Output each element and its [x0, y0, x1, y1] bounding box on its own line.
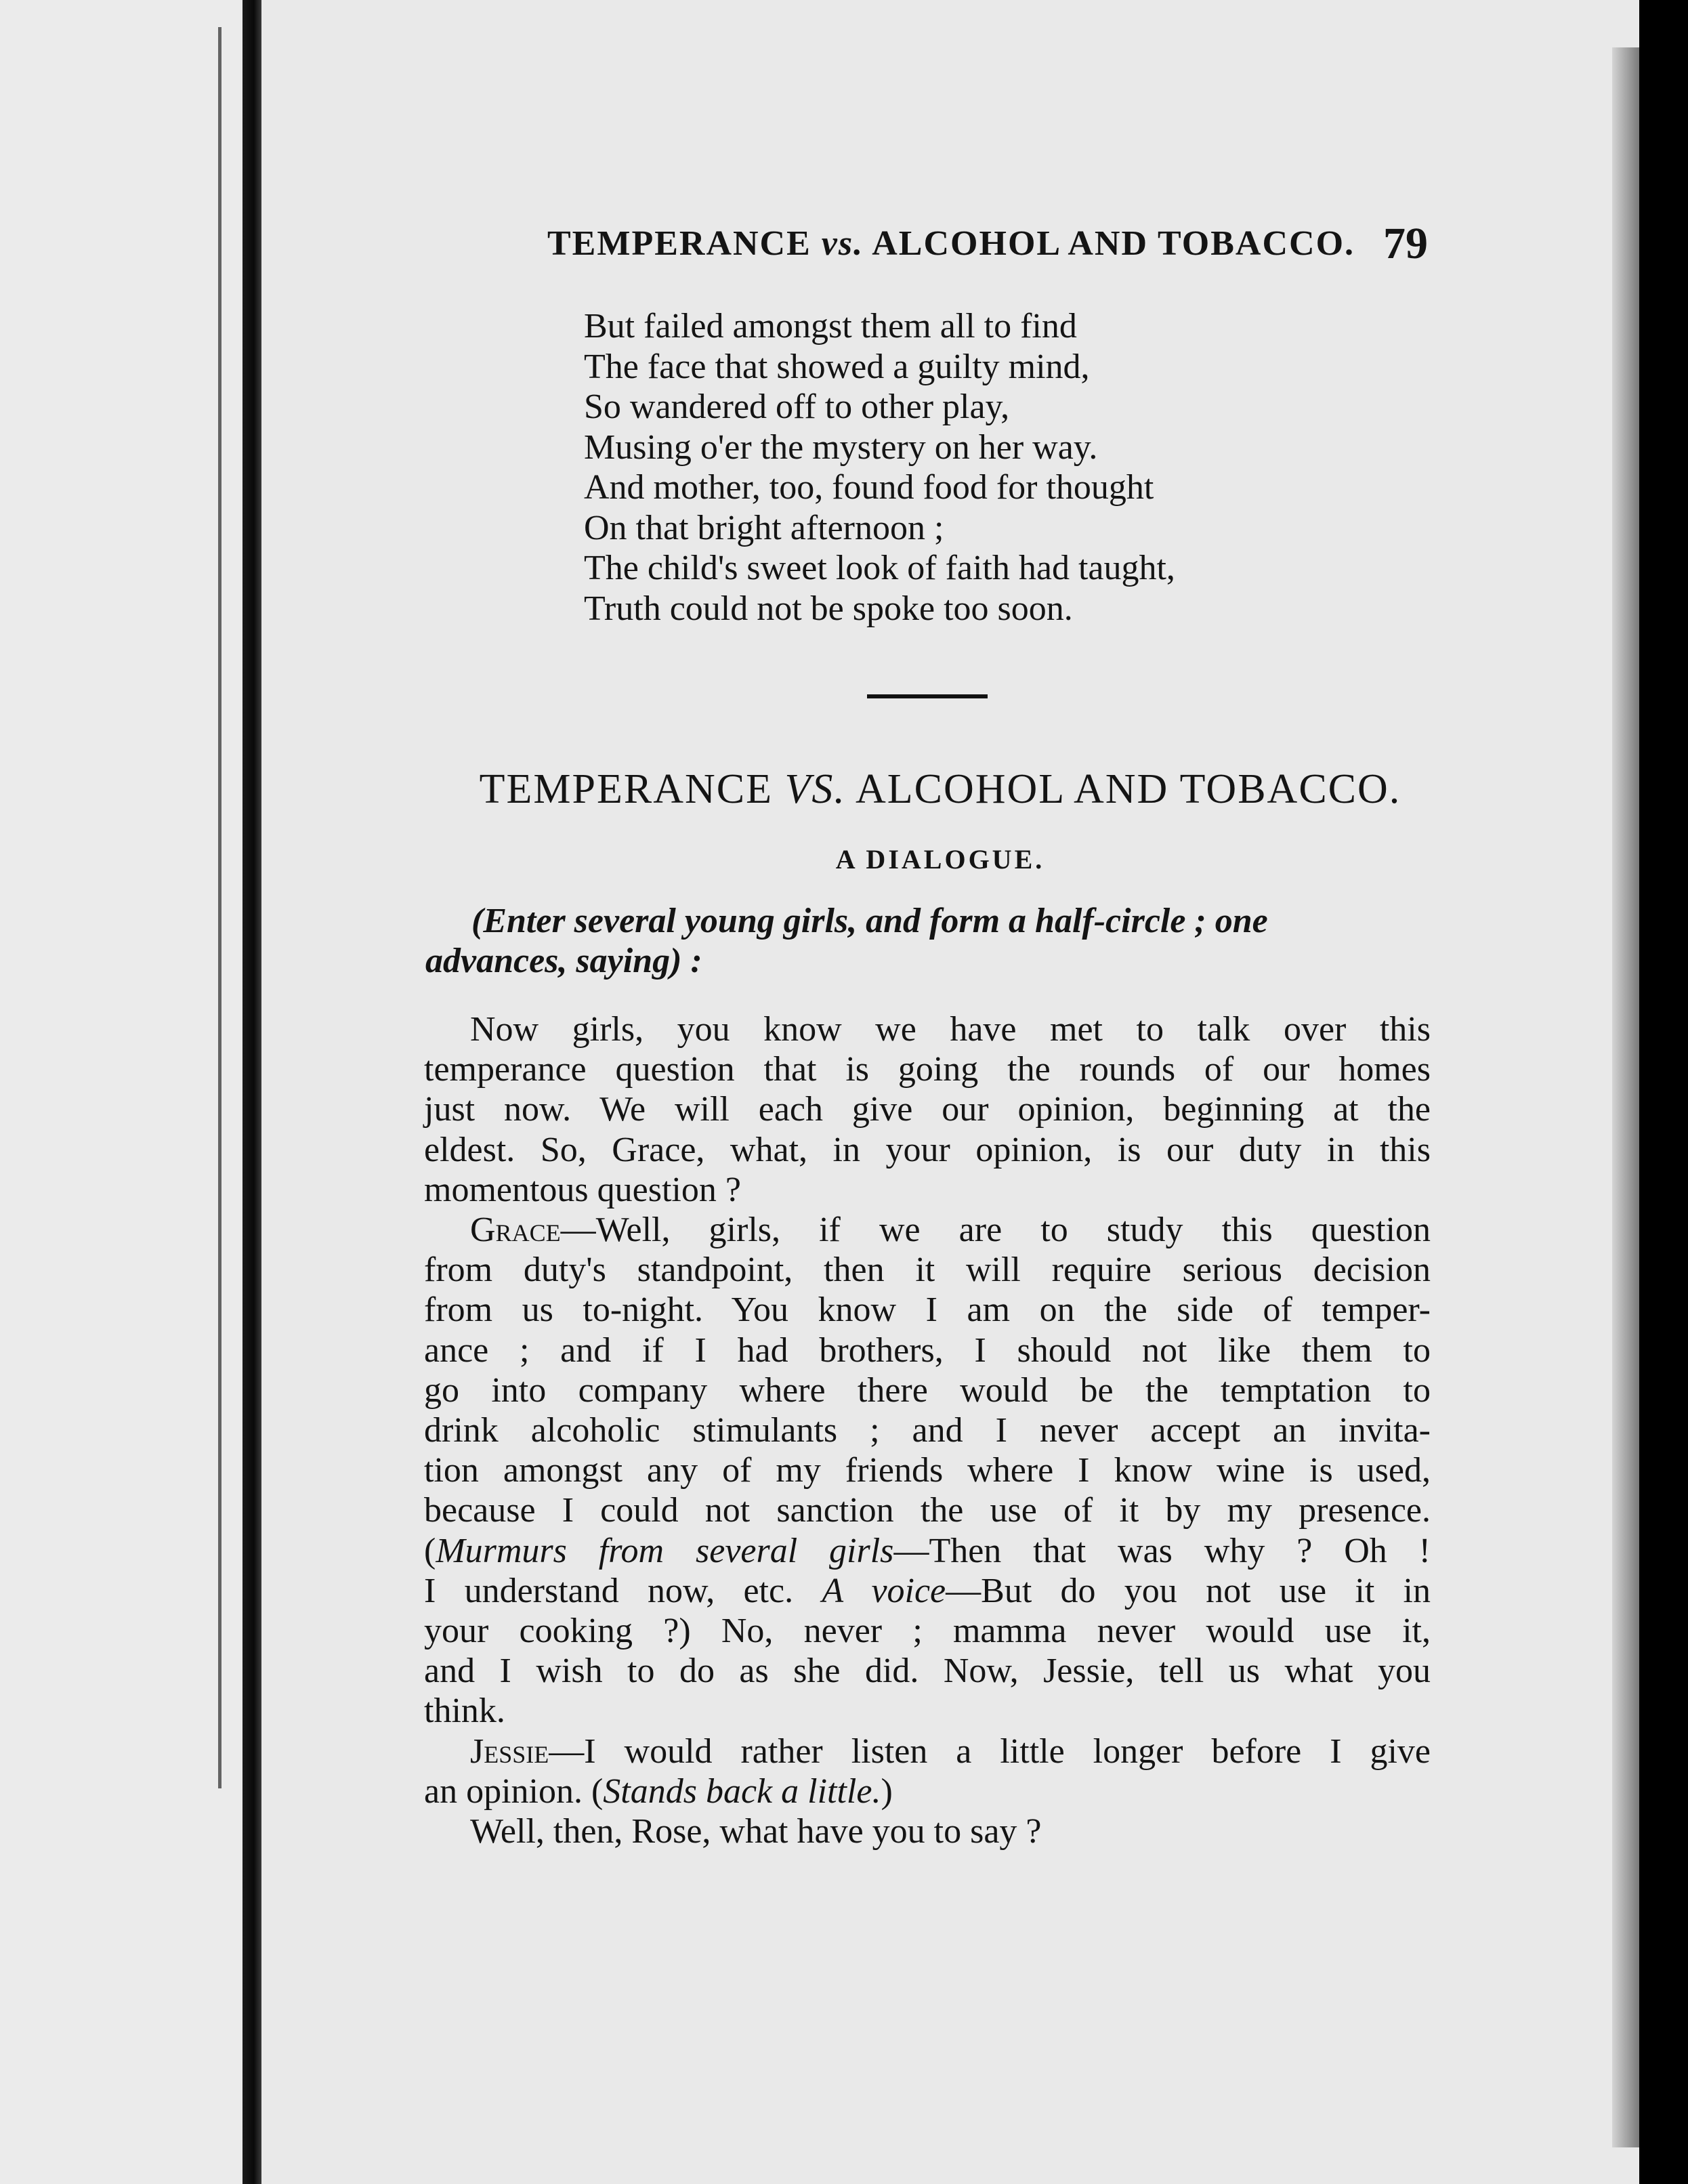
page-header	[547, 219, 1428, 278]
jessie-speech-start: Jessie—I would rather listen a little longer before I give	[470, 1731, 1431, 1771]
text-line: just now. We will each give our opinion, beginning at the	[424, 1090, 1431, 1129]
poem-line: The child's sweet look of faith had taught,	[584, 549, 1175, 587]
text-line: from duty's standpoint, then it will require serious decision	[424, 1251, 1431, 1290]
text-line: drink alcoholic stimulants ; and I never accept an invita-	[424, 1411, 1431, 1450]
text-line: tion amongst any of my friends where I know wine is used,	[424, 1451, 1431, 1490]
text-line: and I wish to do as she did. Now, Jessie, tell us what you	[424, 1652, 1431, 1691]
section-subtitle: A DIALOGUE.	[835, 844, 1045, 875]
text-line: momentous question ?	[424, 1170, 741, 1209]
dialogue-text	[424, 1009, 1431, 1851]
scan-border	[1639, 0, 1688, 2184]
book-spine	[242, 0, 261, 2184]
page-edge-shadow	[1612, 47, 1639, 2147]
facing-page-edge	[0, 0, 244, 2184]
stage-direction-line: (Enter several young girls, and form a half-circle ; one	[471, 902, 1268, 940]
poem-stanza	[584, 306, 1175, 629]
grace-speech-start: Grace—Well, girls, if we are to study this question	[470, 1211, 1431, 1250]
poem-line: But failed amongst them all to find	[584, 307, 1077, 345]
gutter-shadow	[218, 27, 221, 1788]
stage-direction	[425, 901, 1428, 981]
poem-line: And mother, too, found food for thought	[584, 468, 1154, 507]
stage-direction-line: advances, saying) :	[425, 942, 702, 980]
page-number: 79	[1383, 219, 1428, 268]
text-line: temperance question that is going the rounds of our homes	[424, 1050, 1431, 1089]
text-line: your cooking ?) No, never ; mamma never would use it,	[424, 1612, 1431, 1651]
speaker-name: Grace	[470, 1211, 561, 1250]
section-divider	[867, 694, 988, 698]
text-line: because I could not sanction the use of it by my presence.	[424, 1491, 1431, 1530]
text-line: an opinion. (Stands back a little.)	[424, 1771, 893, 1811]
text-line: eldest. So, Grace, what, in your opinion, is our duty in this	[424, 1130, 1431, 1169]
poem-line: The face that showed a guilty mind,	[584, 347, 1090, 386]
text-line: (Murmurs from several girls—Then that was why ? Oh !	[424, 1531, 1431, 1570]
text-line: think.	[424, 1692, 505, 1731]
poem-line: So wandered off to other play,	[584, 387, 1010, 426]
poem-line: Musing o'er the mystery on her way.	[584, 427, 1098, 467]
text-line: ance ; and if I had brothers, I should not like them to	[424, 1330, 1431, 1370]
poem-line: On that bright afternoon ;	[584, 508, 944, 547]
text-line: Now girls, you know we have met to talk over this	[470, 1010, 1431, 1049]
closing-line: Well, then, Rose, what have you to say ?	[470, 1812, 1042, 1851]
speaker-name: Jessie	[470, 1731, 549, 1771]
section-title: TEMPERANCE VS. ALCOHOL AND TOBACCO.	[479, 766, 1401, 812]
poem-line: Truth could not be spoke too soon.	[584, 589, 1073, 628]
running-head: TEMPERANCE vs. ALCOHOL AND TOBACCO.	[547, 224, 1355, 263]
text-line: from us to-night. You know I am on the side of temper-	[424, 1290, 1431, 1330]
text-line: go into company where there would be the temptation to	[424, 1370, 1431, 1410]
text-line: I understand now, etc. A voice—But do you not use it in	[424, 1571, 1431, 1610]
